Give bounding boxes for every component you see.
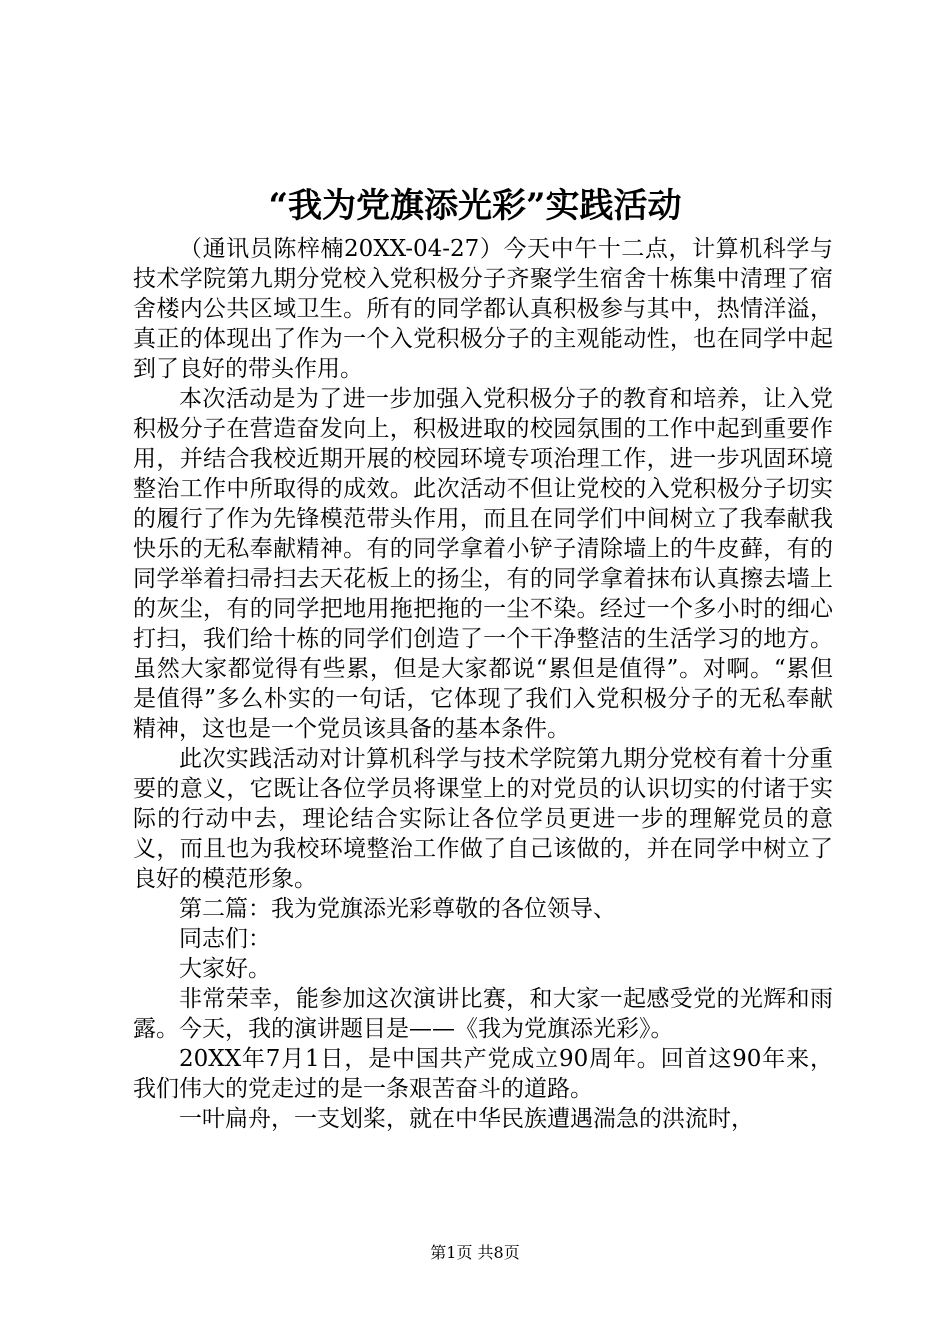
paragraph: 同志们： xyxy=(179,926,271,952)
paragraph: 大家好。 xyxy=(179,956,271,982)
document-title: “我为党旗添光彩”实践活动 xyxy=(268,186,682,226)
paragraph: 20XX年7月1日，是中国共产党成立90周年。回首这90年来，我们伟大的党走过的是一条艰苦奋斗的道路。 xyxy=(133,1046,833,1102)
paragraph: 第二篇：我为党旗添光彩尊敬的各位领导、 xyxy=(179,896,616,922)
paragraph: 一叶扁舟，一支划桨，就在中华民族遭遇湍急的洪流时， xyxy=(179,1106,754,1132)
page-footer: 第1页 共8页 xyxy=(430,1243,520,1262)
paragraph: 非常荣幸，能参加这次演讲比赛，和大家一起感受党的光辉和雨露。今天，我的演讲题目是——《我为党旗添光彩》。 xyxy=(133,986,833,1042)
paragraph: 此次实践活动对计算机科学与技术学院第九期分党校有着十分重要的意义，它既让各位学员将课堂上的对党员的认识切实的付诸于实际的行动中去，理论结合实际让各位学员更进一步的理解党员的意义，而且也为我校环境整治工作做了自己该做的，并在同学中树立了良好的模范形象。 xyxy=(133,746,833,892)
paragraph: 本次活动是为了进一步加强入党积极分子的教育和培养，让入党积极分子在营造奋发向上，积极进取的校园氛围的工作中起到重要作用，并结合我校近期开展的校园环境专项治理工作，进一步巩固环境整治工作中所取得的成效。此次活动不但让党校的入党积极分子切实的履行了作为先锋模范带头作用，而且在同学们中间树立了我奉献我快乐的无私奉献精神。有的同学拿着小铲子清除墙上的牛皮藓，有的同学举着扫帚扫去天花板上的扬尘，有的同学拿着抹布认真擦去墙上的灰尘，有的同学把地用拖把拖的一尘不染。经过一个多小时的细心打扫，我们给十栋的同学们创造了一个干净整洁的生活学习的地方。虽然大家都觉得有些累，但是大家都说“累但是值得”。对啊。“累但是值得”多么朴实的一句话，它体现了我们入党积极分子的无私奉献精神，这也是一个党员该具备的基本条件。 xyxy=(133,386,833,742)
paragraph: （通讯员陈梓楠20XX-04-27）今天中午十二点，计算机科学与技术学院第九期分党校入党积极分子齐聚学生宿舍十栋集中清理了宿舍楼内公共区域卫生。所有的同学都认真积极参与其中，热情洋溢，真正的体现出了作为一个入党积极分子的主观能动性，也在同学中起到了良好的带头作用。 xyxy=(133,236,833,382)
document-body xyxy=(133,234,833,1134)
